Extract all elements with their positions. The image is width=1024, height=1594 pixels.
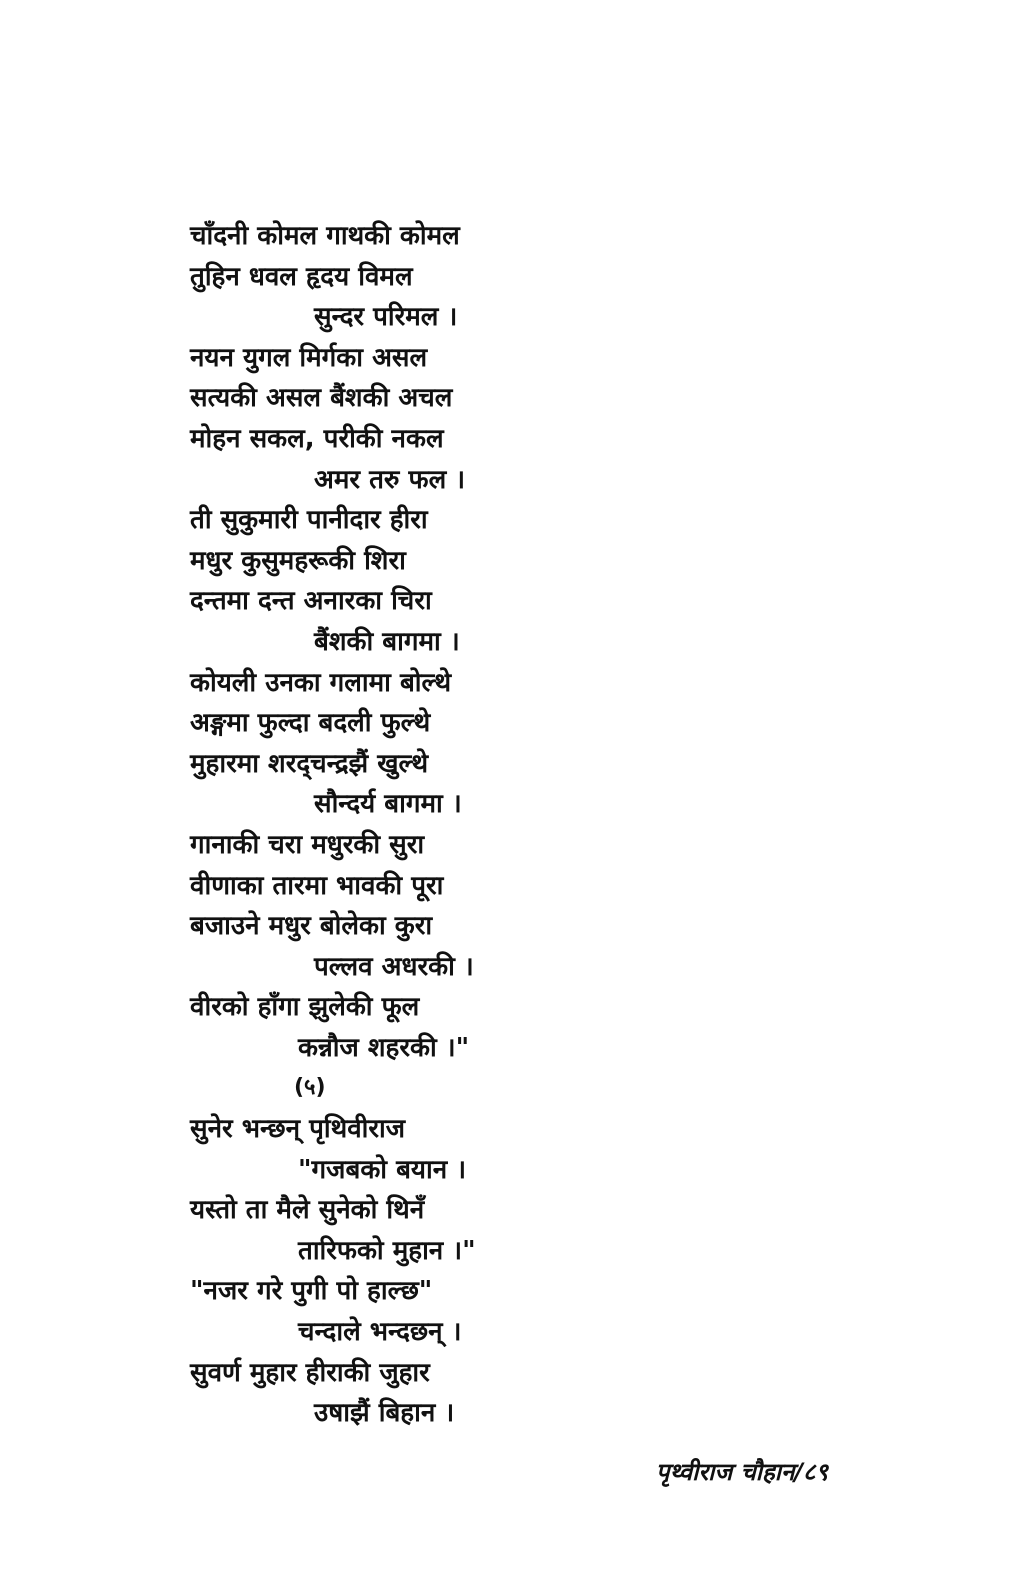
poem-line: बजाउने मधुर बोलेका कुरा bbox=[190, 911, 433, 942]
page-footer: पृथ्वीराज चौहान/८९ bbox=[655, 1458, 828, 1486]
poem-line: मुहारमा शरद्चन्द्रझैं खुल्थे bbox=[190, 748, 429, 779]
poem-line: नयन युगल मिर्गका असल bbox=[190, 342, 428, 373]
poem-line: "गजबको बयान । bbox=[298, 1154, 467, 1185]
poem-line: "नजर गरे पुगी पो हाल्छ" bbox=[190, 1276, 433, 1307]
poem-line: तुहिन धवल हृदय विमल bbox=[190, 261, 413, 292]
poem-line: चाँदनी कोमल गाथकी कोमल bbox=[190, 221, 460, 251]
poem-line: वीणाका तारमा भावकी पूरा bbox=[190, 870, 444, 901]
poem-line: सौन्दर्य बागमा । bbox=[314, 789, 462, 820]
poem-line: कन्नौज शहरकी ।" bbox=[298, 1032, 470, 1063]
poem-line: गानाकी चरा मधुरकी सुरा bbox=[190, 829, 425, 860]
poem-line: बैंशकी बागमा । bbox=[314, 626, 460, 657]
poem-line: ती सुकुमारी पानीदार हीरा bbox=[190, 505, 428, 536]
poem-line: दन्तमा दन्त अनारका चिरा bbox=[190, 586, 432, 617]
poem-line: अमर तरु फल । bbox=[314, 464, 466, 495]
poem-line: यस्तो ता मैले सुनेको थिनँ bbox=[190, 1195, 425, 1226]
poem-line: मोहन सकल, परीकी नकल bbox=[190, 423, 444, 454]
poem-line: सत्यकी असल बैंशकी अचल bbox=[190, 383, 453, 414]
poem-line: कोयली उनका गलामा बोल्थे bbox=[190, 667, 452, 698]
poem-line: तारिफको मुहान ।" bbox=[298, 1235, 476, 1266]
poem-line: अङ्गमा फुल्दा बदली फुल्थे bbox=[190, 708, 431, 739]
poem-line: सुनेर भन्छन् पृथिवीराज bbox=[190, 1114, 406, 1145]
poem-line: सुन्दर परिमल । bbox=[314, 302, 458, 333]
poem-body bbox=[190, 216, 490, 1434]
poem-line: मधुर कुसुमहरूकी शिरा bbox=[190, 545, 406, 576]
poem-line: वीरको हाँगा झुलेकी फूल bbox=[190, 992, 420, 1023]
section-number: (५) bbox=[294, 1075, 326, 1101]
poem-line: उषाझैं बिहान । bbox=[314, 1398, 455, 1429]
poem-line: सुवर्ण मुहार हीराकी जुहार bbox=[190, 1357, 430, 1388]
poem-line: पल्लव अधरकी । bbox=[314, 951, 474, 982]
poem-line: चन्दाले भन्दछन् । bbox=[298, 1317, 462, 1348]
